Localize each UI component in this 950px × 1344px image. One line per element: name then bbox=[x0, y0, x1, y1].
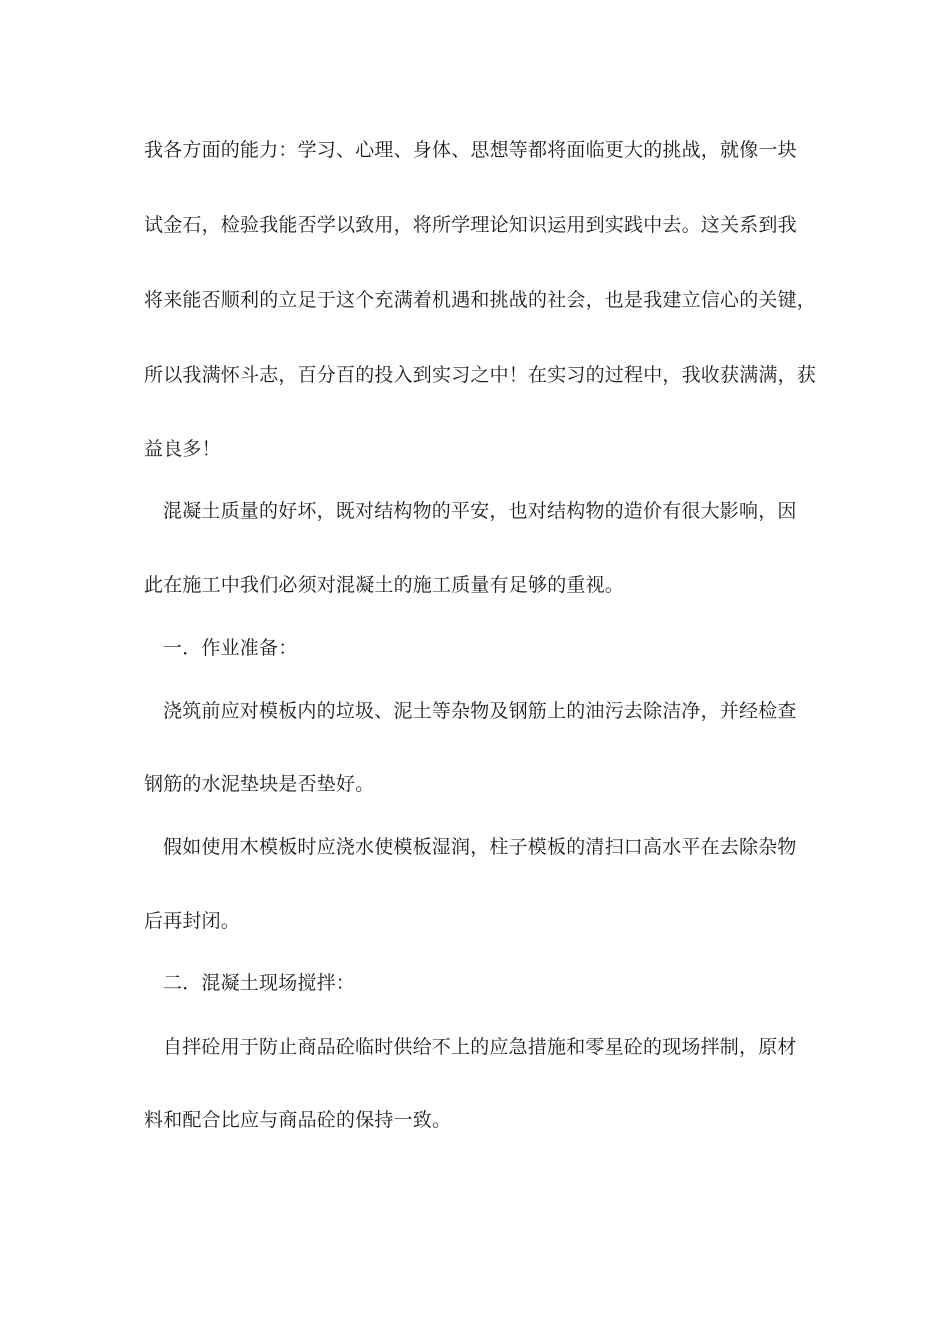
paragraph-line: 此在施工中我们必须对混凝土的施工质量有足够的重视。 bbox=[144, 574, 625, 596]
paragraph-line: 料和配合比应与商品砼的保持一致。 bbox=[144, 1109, 452, 1131]
section-heading: 一．作业准备： bbox=[163, 637, 298, 659]
paragraph-line: 混凝土质量的好坏，既对结构物的平安，也对结构物的造价有很大影响，因 bbox=[163, 500, 797, 522]
paragraph-line: 自拌砼用于防止商品砼临时供给不上的应急措施和零星砼的现场拌制，原材 bbox=[163, 1036, 797, 1058]
paragraph-line: 浇筑前应对模板内的垃圾、泥土等杂物及钢筋上的油污去除洁净，并经检查 bbox=[163, 700, 797, 722]
paragraph-line: 钢筋的水泥垫块是否垫好。 bbox=[144, 773, 375, 795]
paragraph-line: 后再封闭。 bbox=[144, 910, 241, 932]
paragraph-line: 我各方面的能力：学习、心理、身体、思想等都将面临更大的挑战，就像一块 bbox=[144, 139, 797, 161]
paragraph-line: 假如使用木模板时应浇水使模板湿润，柱子模板的清扫口高水平在去除杂物 bbox=[163, 836, 797, 858]
paragraph-line: 试金石，检验我能否学以致用，将所学理论知识运用到实践中去。这关系到我 bbox=[144, 214, 797, 236]
paragraph-line: 益良多！ bbox=[144, 438, 221, 460]
paragraph-line: 将来能否顺利的立足于这个充满着机遇和挑战的社会，也是我建立信心的关键， bbox=[144, 289, 817, 311]
paragraph-line: 所以我满怀斗志，百分百的投入到实习之中！在实习的过程中，我收获满满，获 bbox=[144, 364, 817, 386]
section-heading: 二．混凝土现场搅拌： bbox=[163, 972, 356, 994]
